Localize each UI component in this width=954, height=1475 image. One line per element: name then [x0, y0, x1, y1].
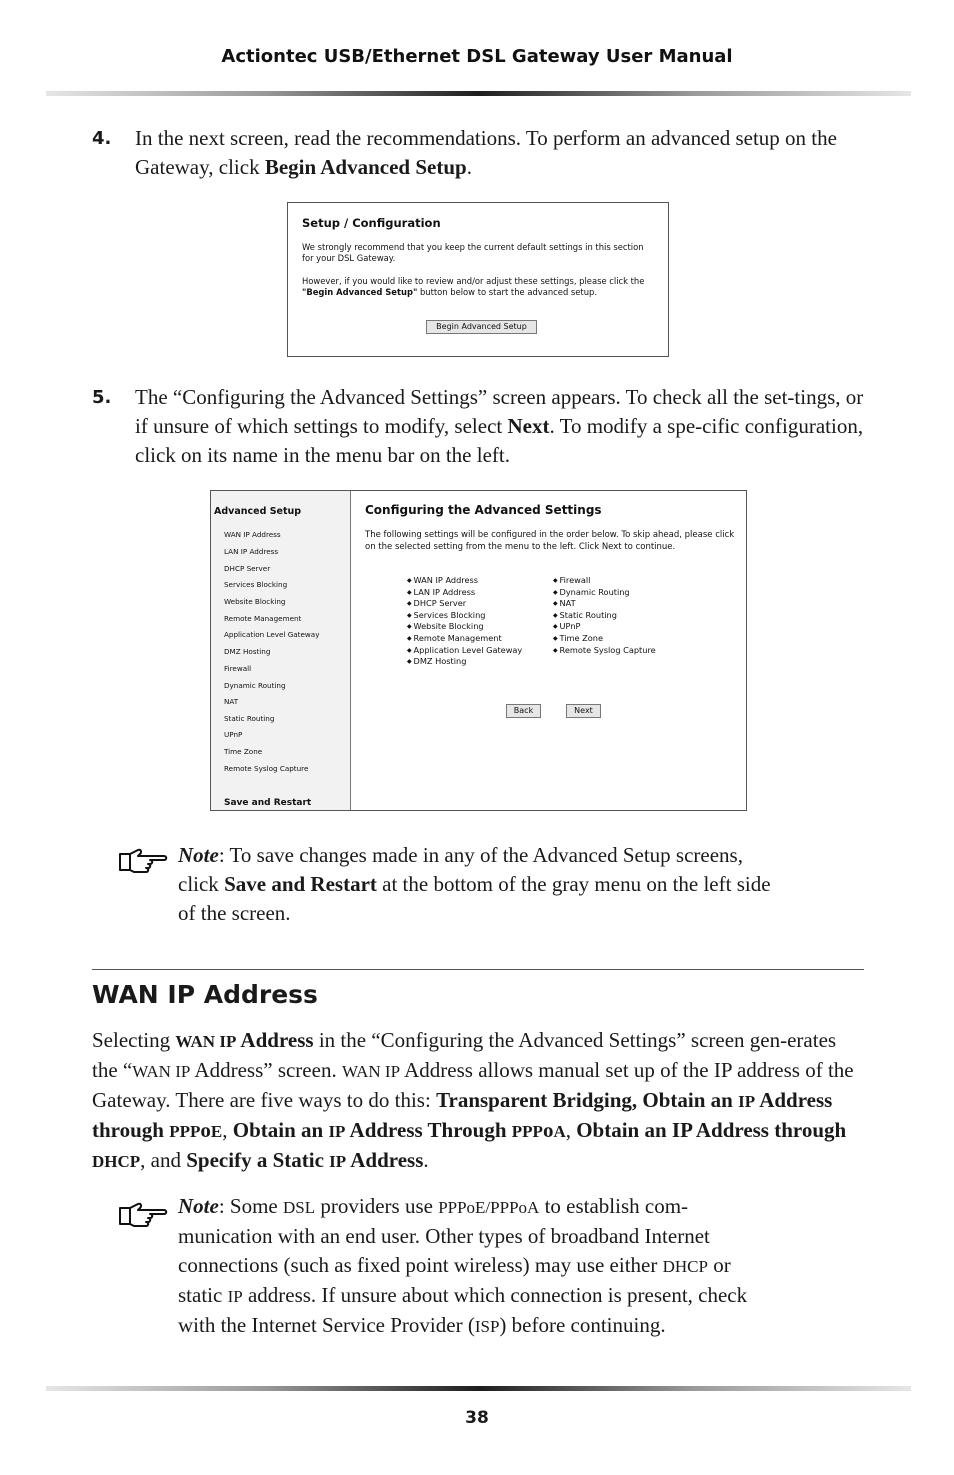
menu-upnp[interactable]: UPnP: [224, 730, 243, 739]
menu-dynamic-routing[interactable]: Dynamic Routing: [224, 681, 286, 690]
note-text: or static: [178, 1253, 731, 1307]
note-smallcaps: PPPoE/PPPoA: [438, 1198, 540, 1217]
menu-remote-syslog-capture[interactable]: Remote Syslog Capture: [224, 764, 309, 773]
para-text: Selecting: [92, 1028, 176, 1052]
screenshot-description: The following settings will be configured in the order below. To skip ahead, please click on the selected setting from the menu to the left. Click Next to continue.: [365, 530, 735, 552]
para-text: .: [423, 1148, 429, 1172]
menu-remote-management[interactable]: Remote Management: [224, 614, 302, 623]
header-rule: [46, 91, 911, 96]
list-item: ◆ Dynamic Routing: [553, 587, 656, 599]
para-smallcaps: WAN IP: [341, 1062, 401, 1081]
list-item: ◆ Firewall: [553, 575, 656, 587]
step-number: 4.: [92, 128, 112, 149]
step-text-part: In the next screen, read the recommendations. To perform an advanced setup on the Gateway, click: [135, 126, 837, 179]
note-dsl-providers: [178, 1192, 778, 1341]
para-smallcaps: IP: [328, 1122, 346, 1141]
page-number: 38: [465, 1408, 489, 1428]
para-smallcaps: DHCP: [92, 1152, 141, 1171]
menu-nat[interactable]: NAT: [224, 697, 239, 706]
menu-application-level-gateway[interactable]: Application Level Gateway: [224, 630, 320, 639]
menu-wan-ip-address[interactable]: WAN IP Address: [224, 530, 281, 539]
step-4: [92, 124, 872, 182]
note-text: : To save changes made in any of the Advanced Setup screens, click: [178, 843, 743, 896]
note-label: Note: [178, 1194, 219, 1218]
step-text-part: The “Configuring the Advanced Settings” screen appears. To check all the set-tings, or if unsure of which settings to modify, select: [135, 385, 864, 438]
step-bold: Next: [507, 414, 550, 438]
note-text: at the bottom of the gray menu on the left side of the screen.: [178, 872, 771, 925]
running-header: Actiontec USB/Ethernet DSL Gateway User Manual: [221, 46, 733, 67]
list-item: ◆ Static Routing: [553, 610, 656, 622]
note-bold: Save and Restart: [224, 872, 377, 896]
note-smallcaps: ISP: [474, 1317, 500, 1336]
para-text: in the “Configuring the Advanced Settings” screen gen-erates the “: [92, 1028, 837, 1082]
para-smallcaps: A: [553, 1122, 566, 1141]
list-item: ◆ WAN IP Address: [407, 575, 522, 587]
menu-firewall[interactable]: Firewall: [224, 664, 252, 673]
section-paragraph: [92, 1026, 864, 1176]
list-item: ◆ Remote Syslog Capture: [553, 645, 656, 657]
step-5: [92, 383, 872, 470]
screenshot-text: However, if you would like to review and/or adjust these settings, please click the: [302, 276, 645, 286]
note-text: address. If unsure about which connection is present, check with the Internet Service Provider (: [178, 1283, 748, 1337]
para-smallcaps: PPP: [169, 1122, 201, 1141]
para-smallcaps: IP: [738, 1092, 756, 1111]
list-item: ◆ Time Zone: [553, 633, 656, 645]
screenshot-title: Configuring the Advanced Settings: [365, 503, 602, 517]
para-smallcaps: E: [210, 1122, 223, 1141]
menu-static-routing[interactable]: Static Routing: [224, 714, 275, 723]
para-smallcaps: IP: [329, 1152, 347, 1171]
screenshot-text: button below to start the advanced setup.: [417, 287, 598, 297]
para-text: Address” screen.: [190, 1058, 342, 1082]
para-bold: Transparent Bridging, Obtain an: [436, 1088, 739, 1112]
save-and-restart-link[interactable]: Save and Restart: [224, 798, 312, 808]
step-number: 5.: [92, 387, 112, 408]
step-text-part: . To modify a spe-cific configuration, click on its name in the menu bar on the left.: [135, 414, 864, 467]
menu-website-blocking[interactable]: Website Blocking: [224, 597, 286, 606]
advanced-setup-sidebar: [211, 491, 351, 810]
menu-lan-ip-address[interactable]: LAN IP Address: [224, 547, 279, 556]
list-item: ◆ DHCP Server: [407, 598, 522, 610]
pointing-hand-icon: [118, 846, 170, 876]
list-item: ◆ NAT: [553, 598, 656, 610]
list-item: ◆ Website Blocking: [407, 621, 522, 633]
step-text: [135, 124, 872, 182]
para-bold: Obtain an: [232, 1118, 329, 1142]
sidebar-title: Advanced Setup: [214, 506, 302, 517]
back-button[interactable]: Back: [506, 704, 541, 718]
step-bold: Begin Advanced Setup: [264, 155, 467, 179]
begin-advanced-setup-button[interactable]: Begin Advanced Setup: [426, 320, 537, 334]
para-text: , and: [140, 1148, 187, 1172]
settings-list-right: [553, 575, 656, 656]
step-text: [135, 383, 872, 470]
note-text: ) before continuing.: [499, 1313, 666, 1337]
advanced-settings-screenshot: [210, 490, 747, 811]
section-heading: WAN IP Address: [92, 980, 318, 1009]
step-text-part: .: [466, 155, 472, 179]
menu-services-blocking[interactable]: Services Blocking: [224, 580, 288, 589]
para-smallcaps: WAN IP: [132, 1062, 191, 1081]
list-item: ◆ Application Level Gateway: [407, 645, 522, 657]
para-smallcaps: PPP: [511, 1122, 543, 1141]
note-text: providers use: [315, 1194, 439, 1218]
note-smallcaps: DSL: [283, 1198, 316, 1217]
list-item: ◆ Remote Management: [407, 633, 522, 645]
para-bold: Address through: [92, 1088, 833, 1142]
note-save-restart: [178, 841, 778, 928]
setup-configuration-screenshot: [287, 202, 669, 357]
list-item: ◆ UPnP: [553, 621, 656, 633]
note-text: : Some: [218, 1194, 283, 1218]
note-label: Note: [178, 843, 219, 867]
list-item: ◆ LAN IP Address: [407, 587, 522, 599]
next-button[interactable]: Next: [566, 704, 601, 718]
note-smallcaps: DHCP: [662, 1257, 708, 1276]
para-bold: Specify a Static: [186, 1148, 330, 1172]
para-text: Address allows manual set up of the IP address of the Gateway. There are five ways to do this:: [92, 1058, 854, 1112]
pointing-hand-icon: [118, 1200, 170, 1230]
section-divider: [92, 969, 864, 970]
footer-rule: [46, 1386, 911, 1391]
screenshot-paragraph: We strongly recommend that you keep the current default settings in this section for your DSL Gateway.: [302, 242, 644, 263]
para-bold: o: [200, 1118, 211, 1142]
para-bold: Address: [346, 1148, 424, 1172]
screenshot-bold: "Begin Advanced Setup": [302, 287, 418, 297]
para-bold: Address Through: [345, 1118, 512, 1142]
list-item: ◆ DMZ Hosting: [407, 656, 522, 668]
para-bold: Address: [236, 1028, 314, 1052]
screenshot-title: Setup / Configuration: [302, 216, 441, 230]
list-item: ◆ Services Blocking: [407, 610, 522, 622]
settings-list-left: [407, 575, 522, 668]
para-bold: o: [542, 1118, 554, 1142]
para-text: ,: [222, 1118, 233, 1142]
para-bold: Obtain an IP Address through: [576, 1118, 847, 1142]
para-smallcaps: WAN IP: [175, 1032, 237, 1051]
menu-dmz-hosting[interactable]: DMZ Hosting: [224, 647, 271, 656]
note-text: to establish com-munication with an end user. Other types of broadband Internet connections (such as fixed point wireless) may use either: [178, 1194, 710, 1277]
note-smallcaps: IP: [227, 1287, 243, 1306]
para-text: ,: [565, 1118, 577, 1142]
menu-dhcp-server[interactable]: DHCP Server: [224, 564, 271, 573]
screenshot-paragraph: [302, 276, 652, 298]
menu-time-zone[interactable]: Time Zone: [224, 747, 263, 756]
